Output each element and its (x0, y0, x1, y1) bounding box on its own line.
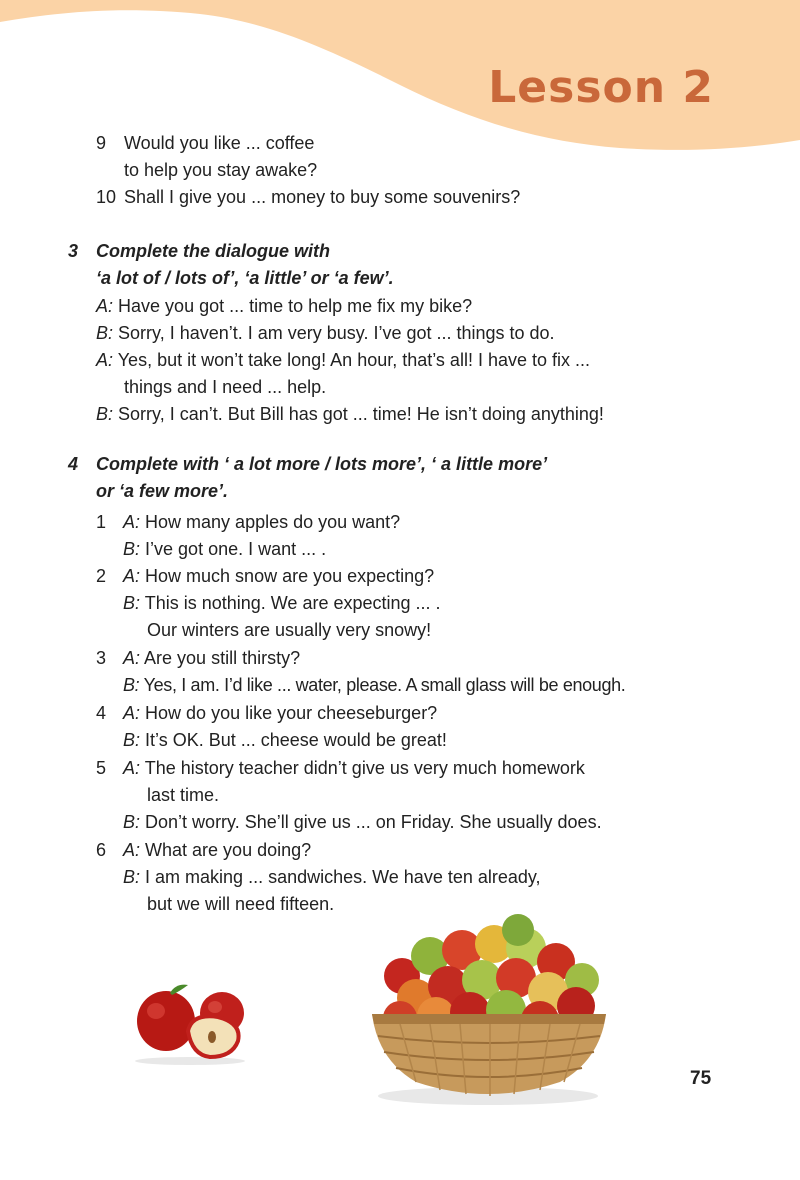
dialogue-line: B: Sorry, I haven’t. I am very busy. I’ve got ... things to do. (96, 323, 555, 343)
list-item: 10 Shall I give you ... money to buy some souvenirs? (96, 187, 521, 207)
dialogue-line: A: Have you got ... time to help me fix my bike? (96, 296, 473, 316)
list-item-reply: B: Don’t worry. She’ll give us ... on Friday. She usually does. (123, 812, 602, 832)
list-item: 3 A: Are you still thirsty? (96, 648, 301, 668)
dialogue-line: A: Yes, but it won’t take long! An hour, that’s all! I have to fix ... (96, 350, 590, 370)
list-item-reply: B: I’ve got one. I want ... . (123, 539, 327, 559)
list-item: 4 A: How do you like your cheeseburger? (96, 703, 438, 723)
exercise-4-instruction: 4 Complete with ‘ a lot more / lots more’, ‘ a little more’ (68, 454, 548, 474)
lesson-title: Lesson 2 (488, 62, 714, 113)
list-item: 2 A: How much snow are you expecting? (96, 566, 435, 586)
list-item-continuation: last time. (147, 785, 220, 805)
page-number: 75 (690, 1068, 712, 1089)
list-item-reply: B: This is nothing. We are expecting ... . (123, 593, 441, 613)
list-item-reply-continuation: Our winters are usually very snowy! (147, 620, 432, 640)
list-item: 5 A: The history teacher didn’t give us very much homework (96, 758, 585, 778)
dialogue-line-continuation: things and I need ... help. (124, 377, 327, 397)
list-item: 6 A: What are you doing? (96, 840, 312, 860)
dialogue-line: B: Sorry, I can’t. But Bill has got ... time! He isn’t doing anything! (96, 404, 604, 424)
exercise-3-instruction: 3 Complete the dialogue with (68, 241, 331, 261)
list-item-reply-continuation: but we will need fifteen. (147, 894, 335, 914)
list-item-reply: B: It’s OK. But ... cheese would be great! (123, 730, 447, 750)
apples-illustration (130, 975, 255, 1065)
list-item: 9 Would you like ... coffee (96, 133, 315, 153)
list-item: 1 A: How many apples do you want? (96, 512, 401, 532)
list-item-reply: B: Yes, I am. I’d like ... water, please. A small glass will be enough. (123, 675, 626, 695)
list-item-reply: B: I am making ... sandwiches. We have ten already, (123, 867, 541, 887)
apple-basket-illustration (360, 910, 620, 1110)
list-item-continuation: to help you stay awake? (124, 160, 318, 180)
exercise-4-instruction-cont: or ‘a few more’. (96, 481, 229, 501)
exercise-3-instruction-cont: ‘a lot of / lots of’, ‘a little’ or ‘a few’. (96, 268, 394, 288)
